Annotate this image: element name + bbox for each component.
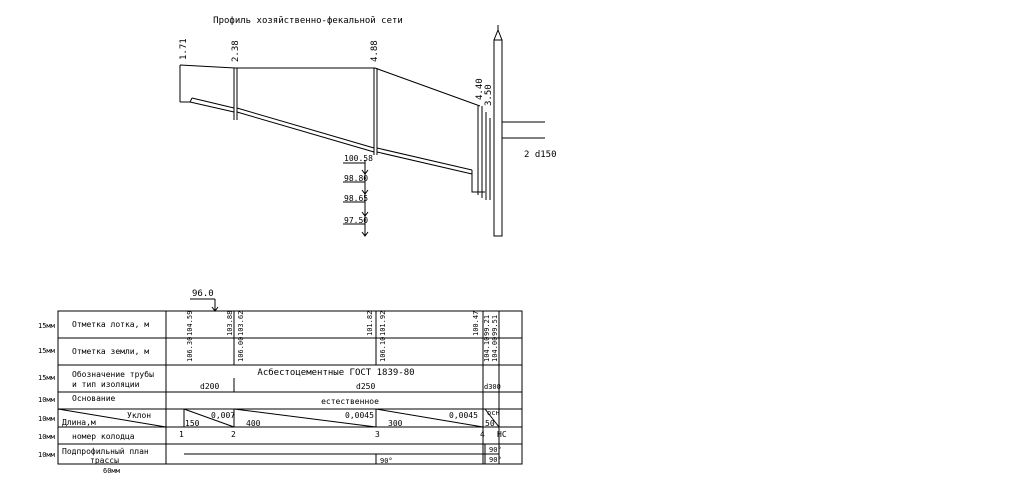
tray-elevation: 99.21 bbox=[483, 314, 491, 336]
pipe-diameter: d300 bbox=[484, 383, 501, 391]
ground-elevation: 106.00 bbox=[237, 336, 245, 362]
row-header-slope: Уклон bbox=[127, 411, 152, 420]
slope-value: 0,0045 bbox=[345, 411, 374, 420]
length-value: 150 bbox=[185, 419, 200, 428]
length-value: 50 bbox=[485, 419, 495, 428]
level-mark: 97.50 bbox=[344, 216, 369, 225]
row-header-plan-2: трассы bbox=[90, 456, 119, 465]
well-number: 2 bbox=[231, 430, 236, 439]
well1-depth: 1.71 bbox=[179, 38, 189, 60]
tray-elevation: 103.88 bbox=[226, 310, 234, 336]
tray-elevation: 101.82 bbox=[366, 310, 374, 336]
row-header-wells: номер колодца bbox=[72, 432, 135, 441]
pipe-label: 2 d150 bbox=[524, 150, 557, 160]
pipe-material: Асбестоцементные ГОСТ 1839-80 bbox=[257, 368, 415, 378]
profile-lines bbox=[180, 25, 545, 311]
ground-elevation: 106.10 bbox=[379, 336, 387, 362]
level-mark: 98.80 bbox=[344, 174, 369, 183]
row-size: 15мм bbox=[38, 322, 55, 330]
plan-angle: 90° bbox=[380, 457, 393, 465]
row-size: 15мм bbox=[38, 347, 55, 355]
row-header-tray: Отметка лотка, м bbox=[72, 320, 150, 329]
row-size: 10мм bbox=[38, 415, 55, 423]
ground-elevation: 106.30 bbox=[186, 336, 194, 362]
slope-value: 0,0045 bbox=[449, 411, 478, 420]
tray-elevation: 100.47 bbox=[472, 310, 480, 336]
well4-depth-upper: 4.40 bbox=[475, 78, 485, 100]
row-header-ground: Отметка земли, м bbox=[72, 347, 150, 356]
row-header-foundation: Основание bbox=[72, 394, 116, 403]
foundation-value: естественное bbox=[321, 397, 379, 406]
tray-elevation: 104.59 bbox=[186, 310, 194, 336]
well-number: НС bbox=[497, 430, 507, 439]
row-header-pipe-2: и тип изоляции bbox=[72, 380, 140, 389]
row-size: 10мм bbox=[38, 451, 55, 459]
tray-elevation: 101.92 bbox=[379, 310, 387, 336]
ground-elevation: 104.00 bbox=[491, 336, 499, 362]
table-width-note: 60мм bbox=[103, 467, 120, 475]
ground-elevation: 104.10 bbox=[483, 336, 491, 362]
plan-angle: 90° bbox=[489, 456, 502, 464]
well4-depth-lower: 3.50 bbox=[484, 84, 494, 106]
row-header-plan-1: Подпрофильный план bbox=[62, 447, 149, 456]
row-size: 15мм bbox=[38, 374, 55, 382]
row-header-pipe-1: Обозначение трубы bbox=[72, 370, 154, 379]
row-size: 10мм bbox=[38, 396, 55, 404]
well3-depth: 4.88 bbox=[370, 40, 380, 62]
length-value: 400 bbox=[246, 419, 261, 428]
slope-value: 0,007 bbox=[211, 411, 236, 420]
row-size: 10мм bbox=[38, 433, 55, 441]
drawing-title: Профиль хозяйственно-фекальной сети bbox=[213, 16, 403, 26]
well2-depth: 2.38 bbox=[231, 40, 241, 62]
well-number: 4 bbox=[480, 430, 485, 439]
level-mark: 98.65 bbox=[344, 194, 369, 203]
plan-angle: 90° bbox=[489, 446, 502, 454]
row-header-length: Длина,м bbox=[62, 418, 96, 427]
level-mark: 100.58 bbox=[344, 154, 373, 163]
well-number: 3 bbox=[375, 430, 380, 439]
length-value: 300 bbox=[388, 419, 403, 428]
well-number: 1 bbox=[179, 430, 184, 439]
pipe-diameter: d200 bbox=[200, 382, 220, 391]
tray-elevation: 99.51 bbox=[491, 314, 499, 336]
tray-elevation: 103.62 bbox=[237, 310, 245, 336]
pipe-diameter: d250 bbox=[356, 382, 376, 391]
datum-label: 96.0 bbox=[192, 289, 214, 299]
slope-label-last: осн bbox=[487, 409, 500, 417]
